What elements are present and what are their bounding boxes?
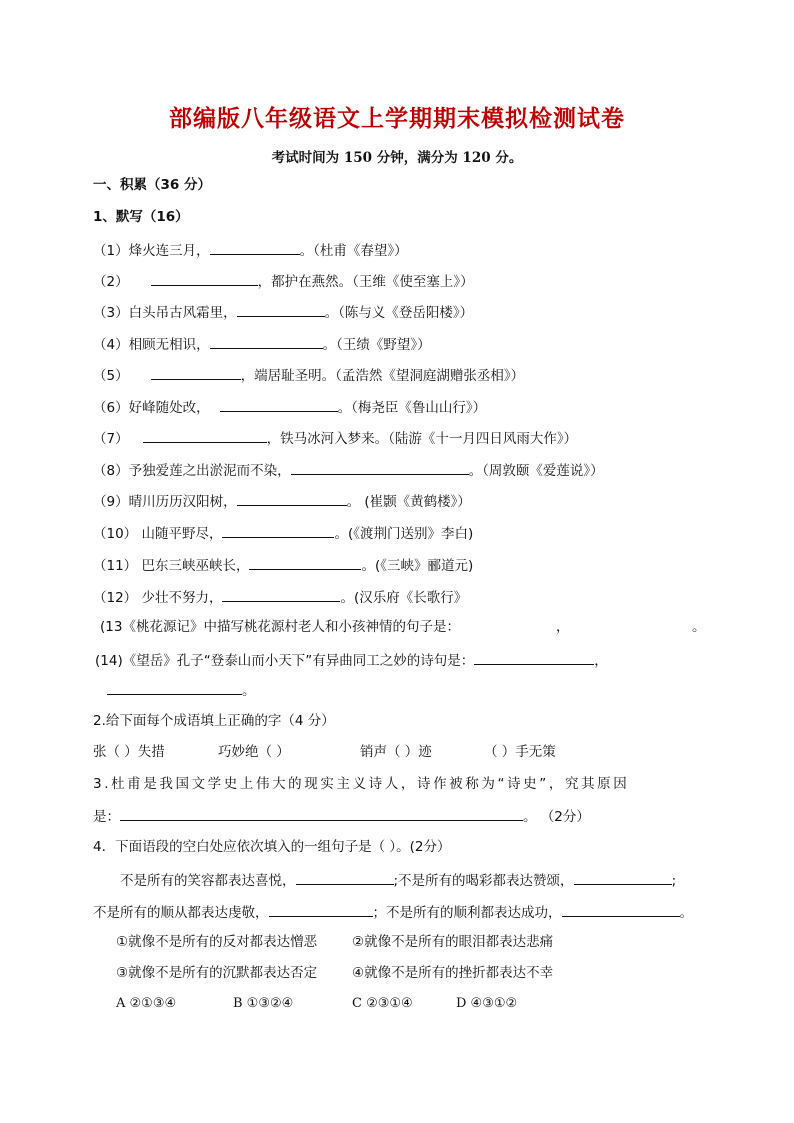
answer-blank[interactable] [222,523,334,538]
dictation-item-13-end: 。 [692,619,706,635]
dictation-item-9: （9）晴川历历汉阳树， 。 (崔颢《黄鹤楼》） [93,491,471,511]
question-3-text: 3.杜甫是我国文学史上伟大的现实主义诗人，诗作被称为“诗史”，究其原因 [93,776,630,792]
dictation-item-3: （3）白头吊古风霜里， 。（陈与义《登岳阳楼》） [93,302,473,322]
answer-blank[interactable] [151,271,258,286]
idiom-2: 巧妙绝（ ） [218,744,290,760]
answer-blank[interactable] [210,334,323,349]
page-title: 部编版八年级语文上学期期末模拟检测试卷 [169,105,625,132]
option-a[interactable]: A ②①③④ [116,996,177,1011]
dictation-item-13-comma: ， [556,619,570,635]
choice-2: ②就像不是所有的眼泪都表达悲痛 [352,934,554,950]
answer-blank[interactable] [237,491,347,506]
answer-blank[interactable] [237,302,325,317]
option-d[interactable]: D ④③①② [456,996,518,1011]
answer-blank[interactable] [143,428,267,443]
answer-blank[interactable] [269,902,373,917]
dictation-item-10: （10） 山随平野尽， 。(《渡荆门送别》李白) [93,523,473,543]
dictation-item-12: （12） 少壮不努力， 。(汉乐府《长歌行》 [93,587,467,607]
answer-blank[interactable] [291,460,469,475]
choice-4: ④就像不是所有的挫折都表达不幸 [352,965,554,981]
question-3-line2: 是： 。 （2分） [93,806,590,826]
answer-blank[interactable] [220,397,338,412]
answer-blank[interactable] [474,650,594,665]
answer-blank[interactable] [562,902,680,917]
dictation-item-13: (13《桃花源记》中描写桃花源村老人和小孩神情的句子是： [100,619,460,635]
idiom-3: 销声（ ）迹 [360,744,432,760]
answer-blank[interactable] [120,806,523,821]
question-4-paragraph-line1: 不是所有的笑容都表达喜悦， ;不是所有的喝彩都表达赞颂， ; [120,870,676,890]
idiom-4: （ ）手无策 [484,744,556,760]
question-4-heading: 4．下面语段的空白处应依次填入的一组句子是（ ）。(2分） [93,839,451,855]
option-b[interactable]: B ①③②④ [233,996,294,1011]
answer-blank[interactable] [296,870,394,885]
idiom-1: 张（ ）失措 [93,744,165,760]
dictation-item-7: （7） ，铁马冰河入梦来。（陆游《十一月四日风雨大作》） [93,428,577,448]
answer-blank[interactable] [574,870,672,885]
choice-3: ③就像不是所有的沉默都表达否定 [116,965,318,981]
question-1-heading: 1、默写（16） [93,209,189,225]
option-c[interactable]: C ②③①④ [352,996,413,1011]
answer-blank[interactable] [210,240,300,255]
answer-blank[interactable] [151,365,241,380]
dictation-item-4: （4）相顾无相识， 。（王绩《野望》） [93,334,431,354]
dictation-item-11: （11） 巴东三峡巫峡长， 。(《三峡》郦道元) [93,555,473,575]
dictation-item-2: （2） ，都护在燕然。（王维《使至塞上》） [93,271,474,291]
answer-blank[interactable] [249,555,361,570]
choice-1: ①就像不是所有的反对都表达憎恶 [116,934,318,950]
dictation-item-1: （1）烽火连三月， 。（杜甫《春望》） [93,240,408,260]
dictation-item-8: （8）予独爱莲之出淤泥而不染， 。（周敦颐《爱莲说》） [93,460,604,480]
dictation-item-5: （5） ，端居耻圣明。（孟浩然《望洞庭湖赠张丞相》） [93,365,524,385]
question-4-paragraph-line2: 不是所有的顺从都表达虔敬， ；不是所有的顺利都表达成功， 。 [93,902,693,922]
dictation-item-14-line2: 。 [107,680,256,700]
question-2-heading: 2.给下面每个成语填上正确的字（4 分） [93,713,335,729]
dictation-item-14: (14)《望岳》孔子“登泰山而小天下”有异曲同工之妙的诗句是： ， [95,650,608,670]
section-heading: 一、积累（36 分） [93,177,211,193]
answer-blank[interactable] [222,587,340,602]
dictation-item-6: （6）好峰随处改， 。（梅尧臣《鲁山山行》） [93,397,486,417]
exam-info: 考试时间为 150 分钟，满分为 120 分。 [271,150,523,166]
answer-blank[interactable] [107,680,242,695]
